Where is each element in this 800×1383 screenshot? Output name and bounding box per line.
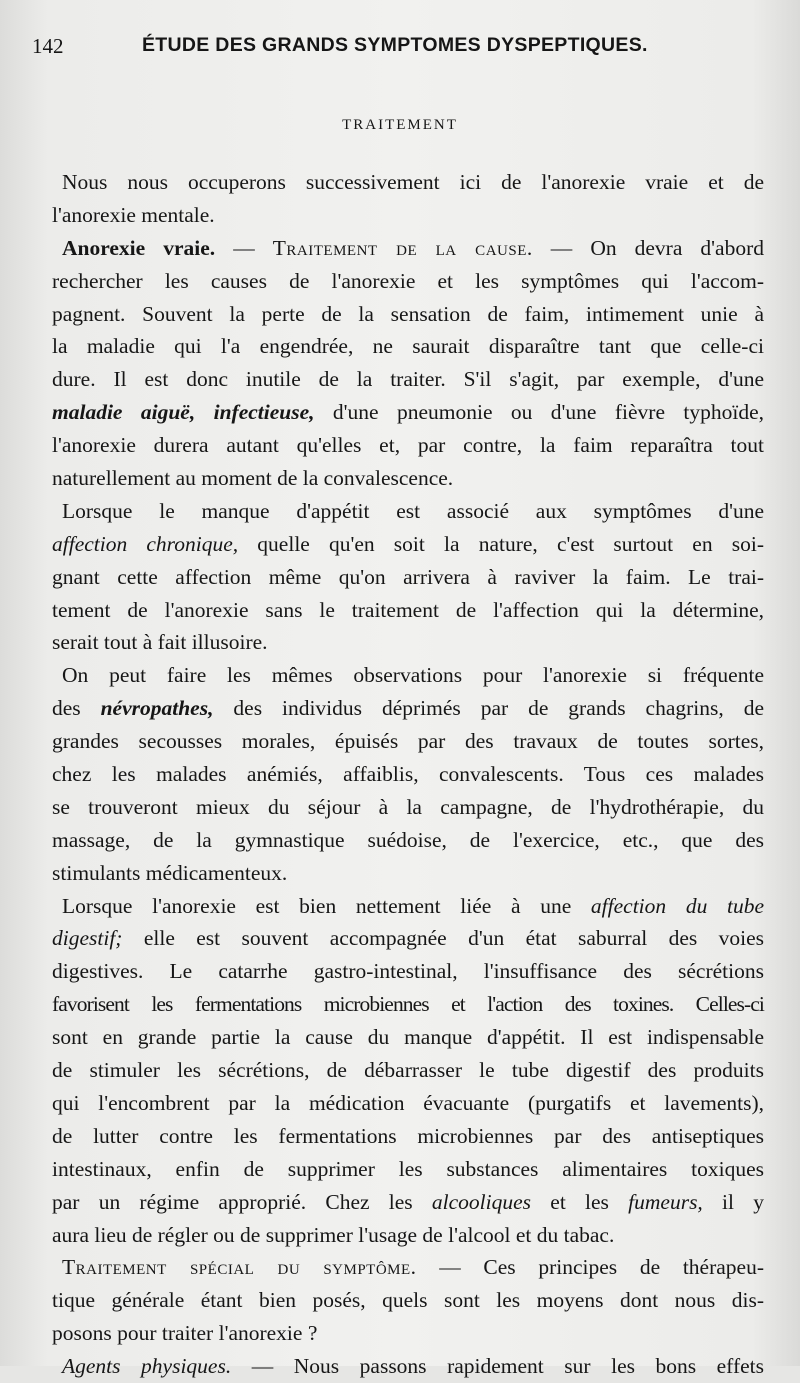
text-line (52, 1350, 764, 1383)
text-line: de lutter contre les fermentations microbiennes par des antiseptiques (52, 1123, 764, 1148)
subheading: Traitement spécial du symptôme. (62, 1255, 417, 1280)
emphasis: alcooliques (431, 1189, 532, 1214)
text-line (52, 1186, 764, 1219)
text-line: rechercher les causes de l'anorexie et les symptômes qui l'accom- (52, 268, 764, 293)
text-fragment: d'une pneumonie ou d'une fièvre typhoïde, (314, 400, 765, 425)
text-fragment: des (52, 696, 101, 721)
emphasis: maladie aiguë, infectieuse, (52, 400, 315, 425)
section-title: TRAITEMENT (342, 117, 458, 133)
text-fragment: — On devra d'abord (532, 235, 765, 260)
text-line: l'anorexie durera autant qu'elles et, par contre, la faim reparaîtra tout (52, 433, 764, 458)
text-line: tement de l'anorexie sans le traitement de l'affection qui la détermine, (52, 597, 764, 622)
text-line: la maladie qui l'a engendrée, ne saurait disparaître tant que celle-ci (52, 334, 764, 359)
text-fragment: — (215, 235, 273, 260)
text-line (52, 232, 764, 265)
text-line: intestinaux, enfin de supprimer les substances alimentaires toxiques (52, 1156, 764, 1181)
text-fragment: — Ces principes de thérapeu- (416, 1255, 764, 1280)
text-line (52, 396, 764, 429)
text-line: grandes secousses morales, épuisés par des travaux de toutes sortes, (52, 729, 764, 754)
text-line: de stimuler les sécrétions, de débarrasser le tube digestif des produits (52, 1058, 764, 1083)
text-line: On peut faire les mêmes observations pour l'anorexie si fréquente (62, 663, 764, 688)
emphasis: digestif; (52, 926, 123, 951)
text-line: qui l'encombrent par la médication évacuante (purgatifs et lavements), (52, 1090, 764, 1115)
text-fragment: il y (702, 1189, 764, 1214)
text-line (52, 1251, 764, 1284)
emphasis: Agents physiques. (62, 1354, 232, 1379)
text-line (52, 890, 764, 923)
text-line: se trouveront mieux du séjour à la campagne, de l'hydrothérapie, du (52, 794, 764, 819)
text-line: pagnent. Souvent la perte de la sensation de faim, intimement unie à (52, 301, 764, 326)
subheading: Traitement de la cause. (272, 235, 533, 260)
text-line: Nous nous occuperons successivement ici de l'anorexie vraie et de (62, 170, 764, 194)
text-line: favorisent les fermentations microbiennes et l'action des toxines. Celles-ci (52, 992, 764, 1017)
emphasis: affection du tube (590, 893, 764, 918)
text-fragment: Lorsque l'anorexie est bien nettement liée à une (62, 893, 591, 918)
emphasis: affection chronique, (52, 531, 239, 556)
text-fragment: — Nous passons rapidement sur les bons effets (231, 1354, 764, 1379)
text-line: l'anorexie mentale. (52, 202, 215, 227)
emphasis: névropathes, (100, 696, 214, 721)
text-line: chez les malades anémiés, affaiblis, convalescents. Tous ces malades (52, 762, 764, 787)
text-line (52, 528, 764, 561)
paragraph-heading: Anorexie vraie. (62, 235, 216, 260)
body-text (52, 166, 764, 1383)
running-header (32, 34, 772, 64)
text-fragment: des individus déprimés par de grands chagrins, de (213, 696, 764, 721)
text-line: aura lieu de régler ou de supprimer l'usage de l'alcool et du tabac. (52, 1222, 615, 1247)
text-line (52, 922, 764, 955)
text-fragment: elle est souvent accompagnée d'un état saburral des voies (122, 926, 764, 951)
text-line: tique générale étant bien posés, quels sont les moyens dont nous dis- (52, 1288, 764, 1313)
text-line: massage, de la gymnastique suédoise, de l'exercice, etc., que des (52, 827, 764, 852)
text-line: serait tout à fait illusoire. (52, 630, 268, 655)
text-line: gnant cette affection même qu'on arrivera à raviver la faim. Le trai- (52, 564, 764, 589)
text-fragment: par un régime approprié. Chez les (52, 1189, 432, 1214)
running-title: ÉTUDE DES GRANDS SYMPTOMES DYSPEPTIQUES. (142, 34, 648, 56)
text-line: sont en grande partie la cause du manque d'appétit. Il est indispensable (52, 1025, 764, 1050)
page-number: 142 (32, 34, 64, 58)
emphasis: fumeurs, (628, 1189, 703, 1214)
text-line: Lorsque le manque d'appétit est associé aux symptômes d'une (62, 498, 764, 523)
text-line (52, 692, 764, 725)
text-fragment: et les (531, 1189, 629, 1214)
text-line: dure. Il est donc inutile de la traiter. S'il s'agit, par exemple, d'une (52, 367, 764, 392)
text-line: digestives. Le catarrhe gastro-intestinal, l'insuffisance des sécrétions (52, 959, 764, 984)
text-line: posons pour traiter l'anorexie ? (52, 1321, 318, 1346)
text-fragment: quelle qu'en soit la nature, c'est surtout en soi- (238, 531, 764, 556)
text-line: stimulants médicamenteux. (52, 860, 288, 885)
text-line: naturellement au moment de la convalescence. (52, 466, 454, 491)
